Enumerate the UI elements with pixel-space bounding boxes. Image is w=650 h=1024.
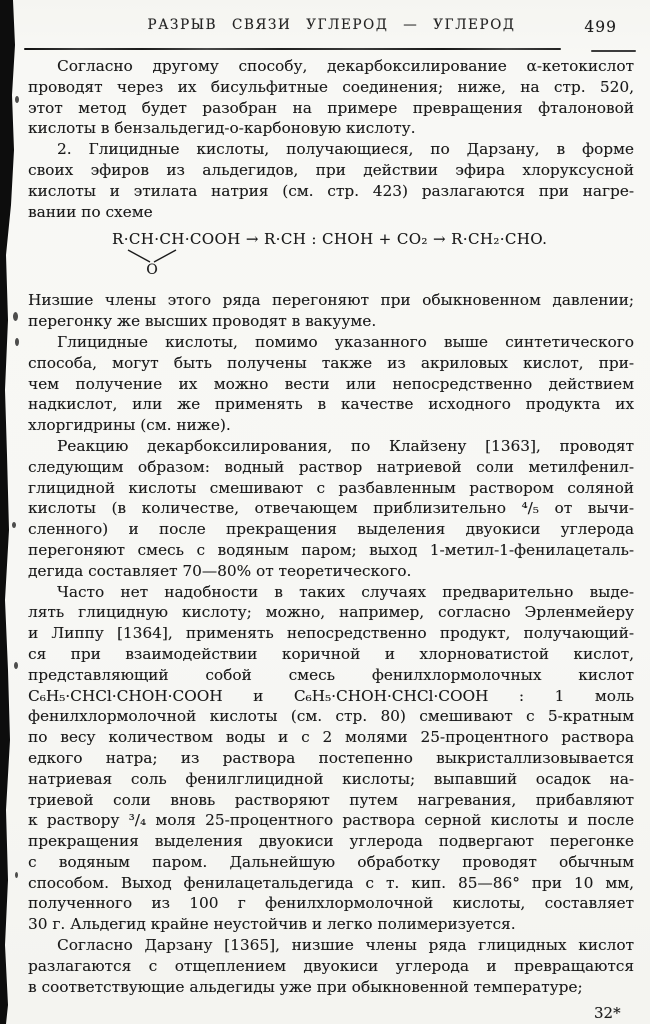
text-line: Низшие члены этого ряда перегоняют при обыкновенном давлении; xyxy=(28,291,634,310)
text-line: 30 г. Альдегид крайне неустойчив и легко полимеризуется. xyxy=(28,915,516,934)
text-line: дегида составляет 70—80% от теоретического. xyxy=(28,561,412,580)
paragraph-erlenmeyer-lipp-procedure xyxy=(28,582,634,936)
text-line: представляющий собой смесь фенилхлормолочных кислот xyxy=(28,665,634,684)
equation-text: R·CH·CH·COOH → R·CH : CHOH + CO₂ → R·CH₂·CHO. xyxy=(112,230,548,249)
ink-speck xyxy=(14,662,18,669)
text-line: своих эфиров из альдегидов, при действии эфира хлоруксусной xyxy=(28,160,634,179)
text-line: кислоты в бензальдегид-о-карбоновую кислоту. xyxy=(28,119,416,138)
text-line: полученного из 100 г фенилхлормолочной кислоты, составляет xyxy=(28,894,634,913)
text-line: способа, могут быть получены также из акриловых кислот, при- xyxy=(28,353,634,372)
text-line: перегонку же высших проводят в вакууме. xyxy=(28,312,377,331)
text-line: хлоргидрины (см. ниже). xyxy=(28,416,231,435)
text-line: 2. Глицидные кислоты, получающиеся, по Дарзану, в форме xyxy=(57,140,634,159)
text-line: чем получение их можно вести или непосредственно действием xyxy=(28,374,634,393)
text-line: натриевая соль фенилглицидной кислоты; выпавший осадок на- xyxy=(28,769,634,788)
text-line: фенилхлормолочной кислоты (см. стр. 80) смешивают с 5-кратным xyxy=(28,707,634,726)
text-line: прекращения выделения двуокиси углерода подвергают перегонке xyxy=(28,832,634,851)
text-line: по весу количеством воды и с 2 молями 25-процентного раствора xyxy=(28,728,634,747)
text-line: вании по схеме xyxy=(28,202,153,221)
paragraph-distillation-note xyxy=(28,290,634,332)
text-line: триевой соли вновь растворяют путем нагревания, прибавляют xyxy=(28,790,634,809)
text-line: и Липпу [1364], применять непосредственно продукт, получающий- xyxy=(28,624,634,643)
text-line: ся при взаимодействии коричной и хлорноватистой кислот, xyxy=(28,644,634,663)
binding-shadow xyxy=(0,0,18,1024)
page-number: 499 xyxy=(584,18,617,36)
running-head-title: РАЗРЫВ СВЯЗИ УГЛЕРОД — УГЛЕРОД xyxy=(147,17,516,33)
ink-speck xyxy=(15,338,19,346)
ink-speck xyxy=(15,96,19,103)
header-rule xyxy=(24,48,561,50)
text-line: к раствору ³/₄ моля 25-процентного раствора серной кислоты и после xyxy=(28,811,634,830)
paragraph-claisen-procedure xyxy=(28,436,634,582)
text-line: C₆H₅·CHCl·CHOH·COOH и C₆H₅·CHOH·CHCl·COOH : 1 моль xyxy=(28,686,634,705)
header-rule-short xyxy=(591,50,636,52)
text-line: следующим образом: водный раствор натриевой соли метилфенил- xyxy=(28,457,634,476)
text-line: сленного) и после прекращения выделения двуокиси углерода xyxy=(28,520,634,539)
text-line: разлагаются с отщеплением двуокиси углерода и превращаются xyxy=(28,956,634,975)
text-line: перегоняют смесь с водяным паром; выход 1-метил-1-фенилацеталь- xyxy=(28,540,634,559)
text-line: кислоты и этилата натрия (см. стр. 423) разлагаются при нагре- xyxy=(28,181,634,200)
paragraph-glycidic-acids-darzens xyxy=(28,139,634,222)
text-line: надкислот, или же применять в качестве исходного продукта их xyxy=(28,395,634,414)
paragraph-darzens-low-members xyxy=(28,935,634,997)
epoxide-ring xyxy=(125,249,179,277)
text-line: кислоты (в количестве, отвечающем приблизительно ⁴/₅ от вычи- xyxy=(28,499,634,518)
text-line: Согласно Дарзану [1365], низшие члены ряда глицидных кислот xyxy=(57,936,634,955)
signature-mark: 32* xyxy=(594,1004,621,1022)
text-line: в соответствующие альдегиды уже при обыкновенной температуре; xyxy=(28,977,583,996)
oxygen-atom: O xyxy=(146,262,158,279)
ink-speck xyxy=(15,872,18,878)
paragraph-acrylic-acids-route xyxy=(28,332,634,436)
text-line: лять глицидную кислоту; можно, например, согласно Эрленмейеру xyxy=(28,603,634,622)
text-line: глицидной кислоты смешивают с разбавленным раствором соляной xyxy=(28,478,634,497)
text-block xyxy=(28,56,634,997)
paragraph-decarboxylation-bisulfite xyxy=(28,56,634,139)
text-line: Согласно другому способу, декарбоксилирование α-кетокислот xyxy=(57,57,634,75)
ink-speck xyxy=(13,312,18,321)
page-header xyxy=(28,17,635,39)
text-line: проводят через их бисульфитные соединения; ниже, на стр. 520, xyxy=(28,77,634,96)
text-line: этот метод будет разобран на примере превращения фталоновой xyxy=(28,98,634,117)
ink-speck xyxy=(12,522,16,528)
text-line: с водяным паром. Дальнейшую обработку проводят обычным xyxy=(28,852,634,871)
chemical-equation xyxy=(28,222,634,290)
text-line: способом. Выход фенилацетальдегида с т. кип. 85—86° при 10 мм, xyxy=(28,873,634,892)
text-line: Реакцию декарбоксилирования, по Клайзену [1363], проводят xyxy=(57,436,634,455)
text-line: Глицидные кислоты, помимо указанного выше синтетического xyxy=(57,332,634,351)
text-line: Часто нет надобности в таких случаях предварительно выде- xyxy=(57,582,634,601)
text-line: едкого натра; из раствора постепенно выкристаллизовывается xyxy=(28,748,634,767)
